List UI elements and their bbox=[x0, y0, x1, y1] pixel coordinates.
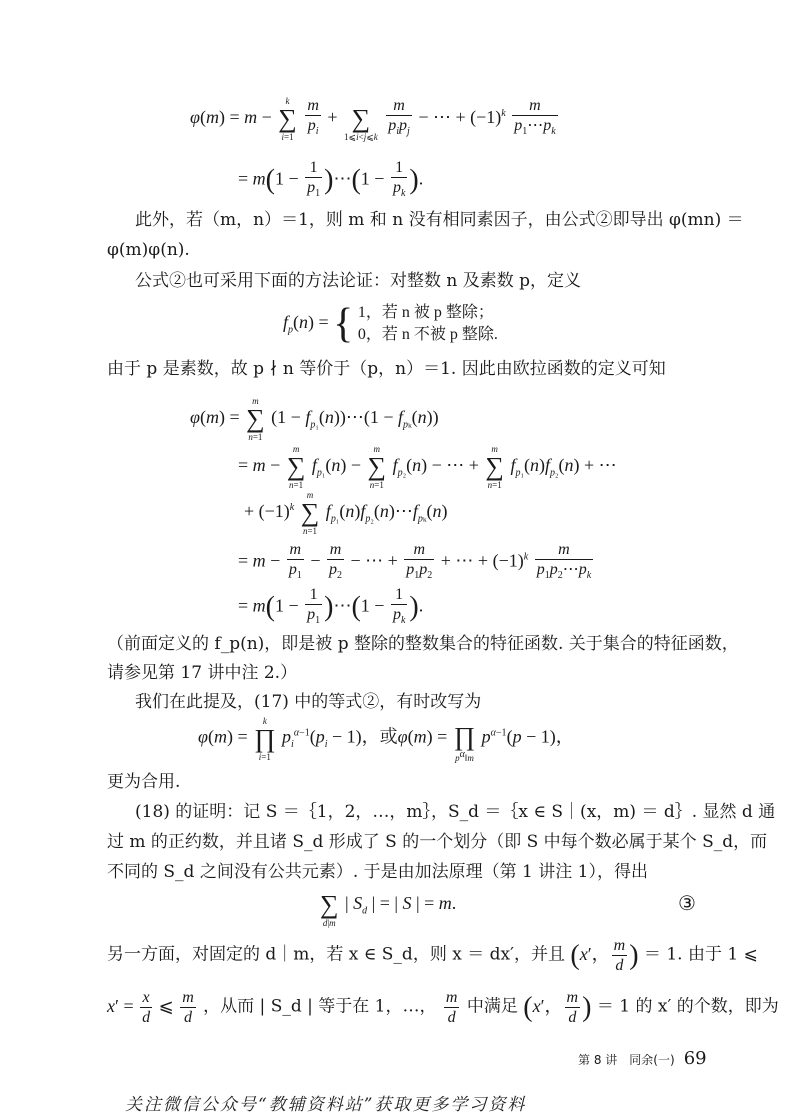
count-text-c: ＝ 1 的 x′ 的个数，即为 bbox=[596, 996, 779, 1017]
formula-product-form: φ(m) = k ∏ i=1 $p_i^{\alpha-1}(p_i - 1)$，或φ(m) = ∏ $p^\alpha‖m$ $p^{\alpha-1}(p - 1)$， bbox=[198, 715, 574, 763]
formula-derivation-line5: = m(1 − $\frac{1}{p_1}$ )⋯(1 − $\frac{1}{p_k}$ ). bbox=[238, 585, 423, 630]
footer-page-number: 69 bbox=[683, 1048, 707, 1069]
paragraph-multiplicative-line2: φ(m)φ(n). bbox=[107, 240, 190, 260]
formula-partition-sum: ∑ d|m | $S_d$ | = | S | = m. bbox=[320, 890, 457, 928]
formula-derivation-line1: φ(m) = m ∑ n=1 $(1 - f_{p_1}(n))\cdots(1 - f_{p_k}(n))$ bbox=[190, 396, 439, 442]
formula-bound: x′ = $\frac{x}{d}$ ⩽ $\frac{m}{d}$ bbox=[107, 989, 194, 1026]
paragraph-alternative-proof: 公式②也可采用下面的方法论证：对整数 n 及素数 p，定义 bbox=[135, 271, 582, 291]
formula-derivation-line3: + $(-1)^k$ m ∑ n=1 $f_{p_1}(n)f_{p_2}(n)\cdots f_{p_k}(n)$ bbox=[244, 490, 448, 536]
paragraph-fixed-divisor bbox=[107, 936, 758, 975]
fixed-divisor-suffix: ＝ 1. 由于 1 ⩽ bbox=[643, 944, 758, 965]
formula-upper: $\frac{m}{d}$ bbox=[445, 989, 458, 1026]
formula-indicator-function: $f_p(n)$ = { 1，若 n 被 p 整除； 0，若 n 不被 p 整除. bbox=[283, 301, 498, 347]
paragraph-proof-18-line1: (18) 的证明：记 S ＝｛1，2，…，m｝，S_d ＝｛x ∈ S｜(x，m) ＝ d｝. 显然 d 通 bbox=[135, 802, 776, 822]
case-divisible: 1，若 n 被 p 整除； bbox=[357, 304, 494, 321]
paragraph-rewrite: 我们在此提及，(17) 中的等式②，有时改写为 bbox=[135, 692, 482, 712]
paragraph-proof-18-line3: 不同的 S_d 之间没有公共元素）. 于是由加法原理（第 1 讲注 1），得出 bbox=[107, 862, 648, 882]
paragraph-characteristic-line1: （前面定义的 f_p(n)，即是被 p 整除的整数集合的特征函数. 关于集合的特征函数， bbox=[107, 634, 739, 654]
footer-section: 第 8 讲 同余(一) bbox=[578, 1053, 675, 1067]
paragraph-multiplicative-line1: 此外，若（m，n）＝1，则 m 和 n 没有相同素因子，由公式②即导出 φ(mn) ＝ bbox=[135, 210, 744, 230]
formula-coprime-pair: (x′， $\frac{m}{d}$ ) bbox=[570, 937, 639, 974]
paragraph-prime-equivalence: 由于 p 是素数，故 p ∤ n 等价于（p，n）＝1. 因此由欧拉函数的定义可知 bbox=[107, 359, 666, 379]
case-not-divisible: 0，若 n 不被 p 整除. bbox=[357, 326, 498, 343]
formula-phi-product: = m(1 − $\frac{1}{p_1}$ )⋯(1 − $\frac{1}{p_k}$ ). bbox=[238, 158, 423, 203]
equation-number: ③ bbox=[678, 891, 696, 915]
formula-phi-expansion: φ(m) = m − k ∑ i=1 $\frac{m}{p_i}$ + ∑ 1⩽i<j⩽k $\frac{m}{p_ip_j}$ − ⋯ + $(-1)^k$ $\frac{m}{p_1\cdots p_k}$ bbox=[190, 96, 556, 142]
fixed-divisor-prefix: 另一方面，对固定的 d｜m，若 x ∈ S_d，则 x ＝ dx′，并且 bbox=[107, 944, 565, 965]
paragraph-proof-18-line2: 过 m 的正约数，并且诸 S_d 形成了 S 的一个划分（即 S 中每个数必属于某个 S_d，而 bbox=[107, 832, 768, 852]
paragraph-count bbox=[107, 988, 779, 1027]
formula-derivation-line2: = m − m ∑ n=1 $f_{p_1}(n)$ − m ∑ n=1 $f_{p_2}(n)$ − ⋯ + m ∑ n=1 $f_{p_1}(n)f_{p_2}(n)$ + ⋯ bbox=[238, 444, 617, 490]
count-text-a: ，从而 | S_d | 等于在 1，…， bbox=[203, 996, 437, 1017]
paragraph-characteristic-line2: 请参见第 17 讲中注 2.） bbox=[107, 663, 298, 683]
page-footer bbox=[578, 1048, 707, 1069]
count-text-b: 中满足 bbox=[466, 996, 518, 1017]
formula-coprime-pair-2: (x′， $\frac{m}{d}$ ) bbox=[523, 989, 592, 1026]
paragraph-more-suitable: 更为合用. bbox=[107, 772, 181, 792]
formula-derivation-line4: = m − $\frac{m}{p_1}$ − $\frac{m}{p_2}$ − ⋯ + $\frac{m}{p_1p_2}$ + ⋯ + $(-1)^k$ $\frac{m}{p_1p_2\cdots p_k}$ bbox=[238, 540, 595, 585]
watermark-banner: 关注微信公众号“教辅资料站”获取更多学习资料 bbox=[125, 1095, 527, 1115]
or-connector: ，或 bbox=[361, 726, 398, 747]
